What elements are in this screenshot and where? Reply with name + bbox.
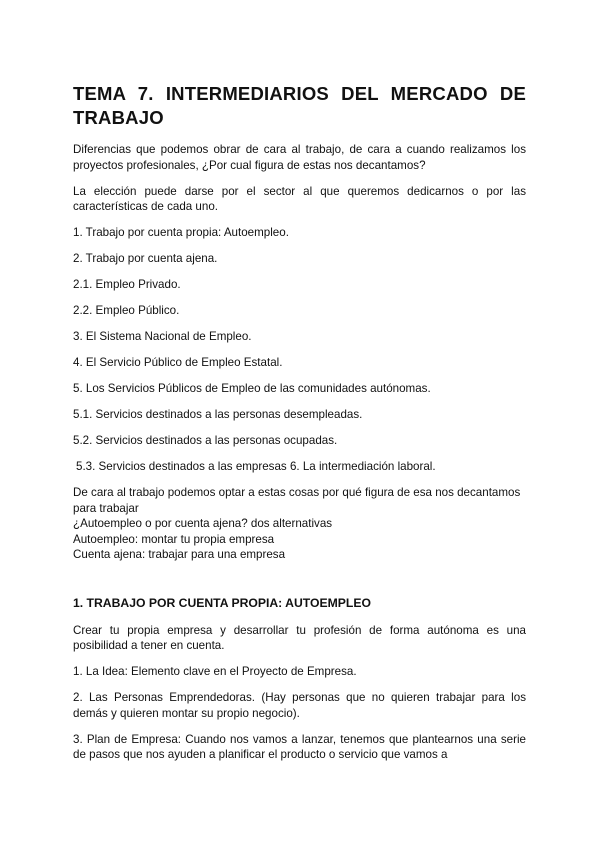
note-line: De cara al trabajo podemos optar a estas cosas por qué figura de esa nos decantamos para trabajar [73, 486, 521, 515]
outline-item: 4. El Servicio Público de Empleo Estatal. [73, 356, 283, 369]
page-title: TEMA 7. INTERMEDIARIOS DEL MERCADO DE TRABAJO [73, 83, 526, 128]
section-paragraph: Crear tu propia empresa y desarrollar tu profesión de forma autónoma es una posibilidad a tener en cuenta. [73, 623, 526, 652]
section-paragraph: 2. Las Personas Emprendedoras. (Hay personas que no quieren trabajar para los demás y quieren montar su propio negocio). [73, 691, 526, 720]
section-paragraph: 1. La Idea: Elemento clave en el Proyecto de Empresa. [73, 665, 357, 678]
section-heading: 1. TRABAJO POR CUENTA PROPIA: AUTOEMPLEO [73, 595, 371, 610]
outline-item: 2.2. Empleo Público. [73, 304, 180, 317]
note-line: Autoempleo: montar tu propia empresa [73, 532, 275, 546]
outline-item: 3. El Sistema Nacional de Empleo. [73, 330, 252, 343]
outline-item: 2.1. Empleo Privado. [73, 278, 181, 291]
outline-item: 2. Trabajo por cuenta ajena. [73, 252, 218, 265]
intro-paragraph-2: La elección puede darse por el sector al que queremos dedicarnos o por las características de cada uno. [73, 184, 526, 213]
outline-list [73, 225, 526, 475]
section-paragraph: 3. Plan de Empresa: Cuando nos vamos a lanzar, tenemos que plantearnos una serie de pasos que nos ayuden a planificar el producto o servicio que vamos a [73, 732, 526, 761]
outline-item: 5.1. Servicios destinados a las personas desempleadas. [73, 408, 363, 421]
outline-item: 5.3. Servicios destinados a las empresas 6. La intermediación laboral. [76, 460, 436, 473]
outline-item: 5.2. Servicios destinados a las personas ocupadas. [73, 434, 338, 447]
note-line: Cuenta ajena: trabajar para una empresa [73, 548, 286, 561]
notes-block [73, 485, 526, 563]
note-line: ¿Autoempleo o por cuenta ajena? dos alternativas [73, 517, 333, 530]
outline-item: 1. Trabajo por cuenta propia: Autoempleo. [73, 226, 289, 239]
intro-paragraph-1: Diferencias que podemos obrar de cara al trabajo, de cara a cuando realizamos los proyectos profesionales, ¿Por cual figura de estas nos decantamos? [73, 143, 526, 172]
outline-item: 5. Los Servicios Públicos de Empleo de las comunidades autónomas. [73, 382, 431, 395]
